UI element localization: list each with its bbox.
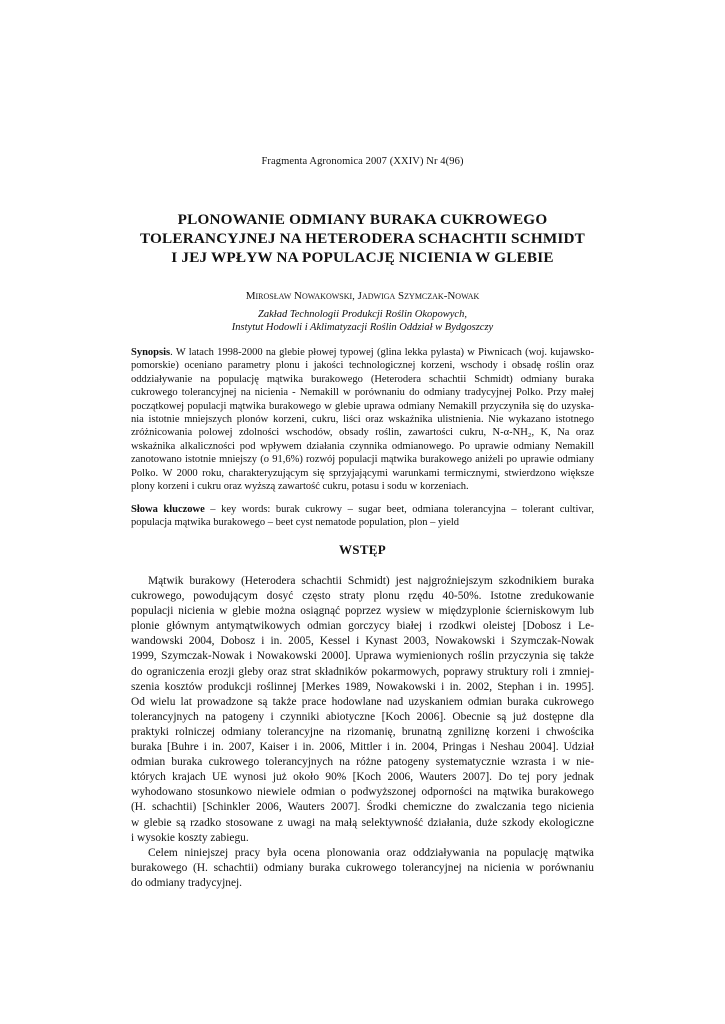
abstract	[131, 346, 594, 493]
body-line: i wysokie koszty zabiegu.	[131, 831, 249, 844]
abstract-line: zróżnicowania polowej zdolności wschodów, obsady roślin, zawartości cukru, N-α-NH₂, K, Na oraz	[131, 427, 594, 439]
abstract-line: początkowej populacji mątwika burakowego w glebie uprawa odmiany Nemakill przyczyniła się do uzyska-	[131, 400, 594, 412]
title-line: TOLERANCYJNEJ NA HETERODERA SCHACHTII SCHMIDT	[139, 230, 586, 247]
abstract-line	[131, 346, 594, 359]
body-line: praktyki rolniczej odmiany tolerancyjne na rizomanię, brunatną zgniliznę korzeni i chwościka	[131, 725, 594, 738]
affiliation	[0, 308, 725, 334]
abstract-line: zanotowano istotnie mniejszy (o 91,6%) rozwój populacji mątwika burakowego aniżeli po uprawie odmiany	[131, 454, 594, 466]
keywords	[131, 503, 594, 530]
abstract-line: cukrowego tolerancyjnej na nicienia - Nemakill w porównaniu do odmiany tradycyjnej Polko. Przy małej	[131, 387, 594, 399]
abstract-line: wskaźnika alkaliczności pod wpływem działania czynnika odmianowego. Po uprawie odmiany Nemakill	[131, 440, 594, 452]
title-line: I JEJ WPŁYW NA POPULACJĘ NICIENIA W GLEBIE	[171, 249, 554, 266]
body-line: do odmiany tradycyjnej.	[131, 876, 243, 889]
body-line: burakowego (H. schachtii) odmiany buraka cukrowego tolerancyjnej na nicienia w porównaniu	[131, 861, 594, 874]
abstract-label: Synopsis	[131, 347, 171, 358]
section-heading: WSTĘP	[338, 542, 386, 557]
keywords-text: – key words: burak cukrowy – sugar beet, odmiana tolerancyjna – tolerant cultivar,	[204, 504, 594, 515]
keywords-line: populacja mątwika burakowego – beet cyst nematode population, plon – yield	[131, 517, 460, 529]
abstract-line: plony korzeni i cukru oraz wyższą zawartość cukru, potasu i sodu w korzeniach.	[131, 480, 469, 492]
abstract-text: . W latach 1998-2000 na glebie płowej typowej (glina lekka pylasta) w Piwnicach (woj. kujawsko-	[170, 347, 594, 358]
body-line: wandowski 2004, Dobosz i in. 2005, Kessel i Kynast 2003, Nowakowski i Szymczak-Nowak	[131, 635, 594, 648]
keywords-line	[131, 503, 594, 516]
body-line: Od wielu lat prowadzone są także prace hodowlane nad uzyskaniem odmian buraka cukrowego	[131, 695, 594, 708]
body-line: Celem niniejszej pracy była ocena plonowania oraz oddziaływania na populację mątwika	[148, 846, 594, 859]
abstract-line: pomorskie) oceniano parametry plonu i jakości technologicznej korzeni, wschody i obsadę roślin oraz	[131, 360, 594, 372]
abstract-line: nia istotnie mniejszych plonów korzeni, cukru, liści oraz wskaźnika ulistnienia. Nie wykazano istotnego	[131, 413, 594, 425]
body-line: 1999, Szymczak-Nowak i Nowakowski 2000]. Uprawa wymienionych roślin przyczynia się także	[131, 650, 594, 663]
body-line: buraka [Buhre i in. 2007, Kaiser i in. 2006, Mittler i in. 2004, Pringas i Neshau 2004]. Udział	[131, 741, 594, 754]
keywords-label: Słowa kluczowe	[131, 504, 205, 515]
paper-title	[100, 210, 625, 267]
affiliation-line: Instytut Hodowli i Aklimatyzacji Roślin Oddział w Bydgoszczy	[231, 322, 494, 333]
body-line: których krajach UE wynosi już około 90% [Koch 2006, Wauters 2007]. Do tej pory jednak	[131, 771, 594, 784]
body-line: Mątwik burakowy (Heterodera schachtii Schmidt) jest najgroźniejszym szkodnikiem buraka	[148, 575, 594, 587]
body-line: wyhodowano stosunkowo niewiele odmian o podwyższonej odporności na mątwika burakowego	[131, 786, 594, 799]
body-line: do ograniczenia erozji gleby oraz strat składników pokarmowych, poprawy struktury roli i zmniej-	[131, 665, 594, 678]
running-head: Fragmenta Agronomica 2007 (XXIV) Nr 4(96)	[261, 156, 464, 167]
body-line: w glebie są rzadko stosowane z uwagi na małą selektywność działania, duże szkody ekologiczne	[131, 816, 594, 829]
body-line: szenia kosztów produkcji roślinnej [Merkes 1989, Nowakowski i in. 2002, Stephan i in. 1995].	[131, 680, 594, 693]
abstract-line: Polko. W 2000 roku, charakteryzującym się sprzyjającymi warunkami termicznymi, stwierdzono większe	[131, 467, 594, 479]
affiliation-line: Zakład Technologii Produkcji Roślin Okopowych,	[258, 309, 467, 320]
body-line: plonie głównym antymątwikowych odmian gorczycy białej i rzodkwi oleistej [Dobosz i Le-	[131, 620, 594, 633]
body-line: cukrowego, powodującym dosyć często straty plonu rzędu 40-50%. Istotne zredukowanie	[131, 590, 594, 603]
body-text	[131, 574, 594, 891]
body-line: (H. schachtii) [Schinkler 2006, Wauters 2007]. Środki chemiczne do zwalczania tego nicienia	[131, 801, 594, 814]
title-line: PLONOWANIE ODMIANY BURAKA CUKROWEGO	[177, 211, 548, 228]
abstract-line: oddziaływanie na populację mątwika burakowego (Heterodera schachtii Schmidt) odmiany buraka	[131, 373, 594, 385]
authors: Mirosław Nowakowski, Jadwiga Szymczak-Nowak	[245, 290, 480, 302]
body-line: tolerancyjnych na patogeny i czynniki abiotyczne [Koch 2006]. Obecnie są już dostępne dla	[131, 710, 594, 723]
body-line: odmian buraka cukrowego tolerancyjnych na różne patogeny systematycznie wzrasta i w nie-	[131, 756, 594, 769]
body-line: populacji nicienia w glebie można osiągnąć poprzez wysiew w międzyplonie ścierniskowym lub	[131, 605, 594, 618]
